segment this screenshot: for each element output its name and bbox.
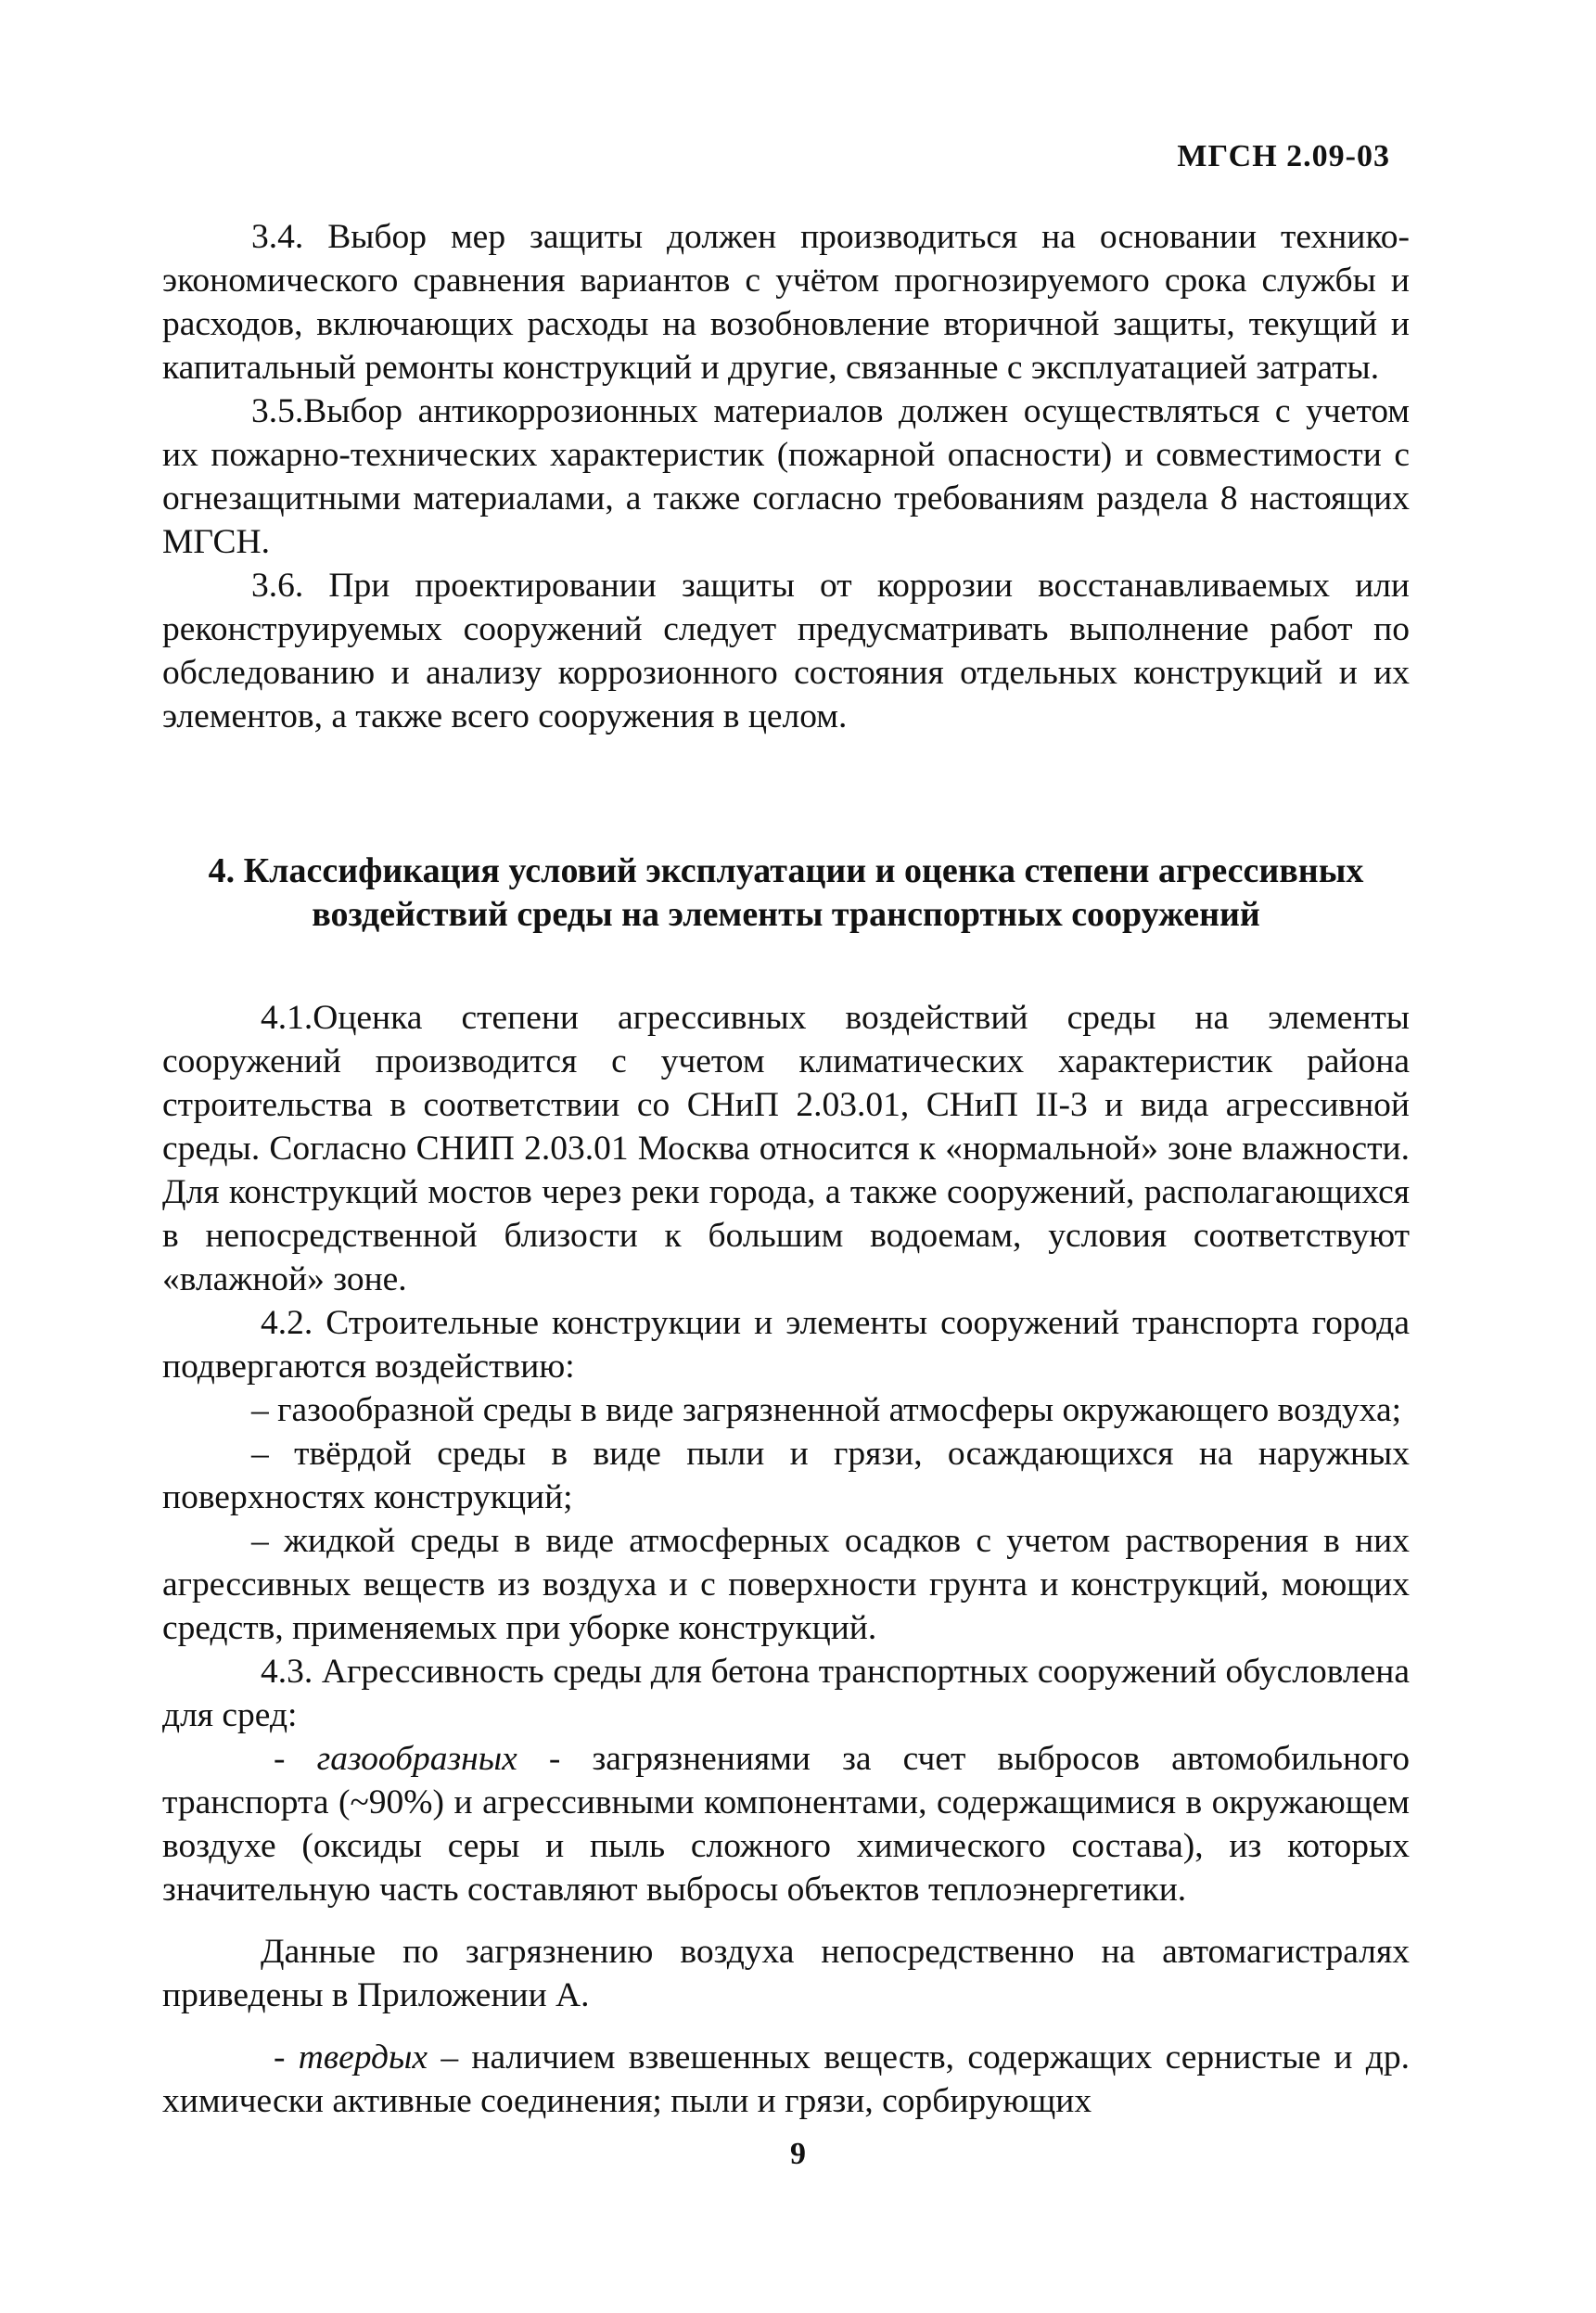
section-4-heading: 4. Классификация условий эксплуатации и оценка степени агрессивных воздействий среды на элементы транспортных сооружений	[208, 851, 1364, 934]
paragraph-4-1: 4.1.Оценка степени агрессивных воздействий среды на элементы сооружений производится с учетом климатических характеристик района строительства в соответствии со СНиП 2.03.01, СНиП II-3 и вида агрессивной среды. Согласно СНИП 2.03.01 Москва относится к «нормальной» зоне влажности. Для конструкций мостов через реки города, а также сооружений, располагающихся в непосредственной близости к большим водоемам, условия соответствуют «влажной» зоне.	[162, 999, 1410, 1298]
document-body	[162, 215, 1410, 2123]
solid-term: твердых	[298, 2038, 428, 2077]
list-item-solid-environment: – твёрдой среды в виде пыли и грязи, осаждающихся на наружных поверхностях конструкций;	[162, 1435, 1410, 1516]
paragraph-3-4: 3.4. Выбор мер защиты должен производиться на основании технико-экономического сравнения вариантов с учётом прогнозируемого срока службы и расходов, включающих расходы на возобновление вторичной защиты, текущий и капитальный ремонты конструкций и другие, связанные с эксплуатацией затраты.	[162, 218, 1410, 387]
paragraph-4-3-data: Данные по загрязнению воздуха непосредственно на автомагистралях приведены в Приложении А.	[162, 1933, 1410, 2014]
paragraph-3-5: 3.5.Выбор антикоррозионных материалов должен осуществляться с учетом их пожарно-технических характеристик (пожарной опасности) и совместимости с огнезащитными материалами, а также согласно требованиям раздела 8 настоящих МГСН.	[162, 392, 1410, 561]
paragraph-4-3: 4.3. Агрессивность среды для бетона транспортных сооружений обусловлена для сред:	[162, 1653, 1410, 1734]
solid-text: – наличием взвешенных веществ, содержащих сернистые и др. химически активные соединения; пыли и грязи, сорбирующих	[162, 2038, 1410, 2120]
gaseous-text: - загрязнениями за счет выбросов автомобильного транспорта (~90%) и агрессивными компонентами, содержащимися в окружающем воздухе (оксиды серы и пыль сложного химического состава), из которых значительную часть составляют выбросы объектов теплоэнергетики.	[162, 1740, 1410, 1909]
list-item-gas-environment: – газообразной среды в виде загрязненной атмосферы окружающего воздуха;	[251, 1391, 1402, 1429]
paragraph-3-6: 3.6. При проектировании защиты от коррозии восстанавливаемых или реконструируемых сооружений следует предусматривать выполнение работ по обследованию и анализу коррозионного состояния отдельных конструкций и их элементов, а также всего сооружения в целом.	[162, 567, 1410, 735]
page-number: 9	[790, 2137, 806, 2171]
gaseous-prefix: -	[274, 1740, 317, 1778]
solid-prefix: -	[274, 2038, 299, 2077]
paragraph-4-3-solid	[162, 2036, 1410, 2123]
paragraph-4-2: 4.2. Строительные конструкции и элементы сооружений транспорта города подвергаются воздействию:	[162, 1304, 1410, 1386]
document-code: МГСН 2.09-03	[1177, 139, 1390, 173]
gaseous-term: газообразных	[316, 1740, 517, 1778]
list-item-liquid-environment: – жидкой среды в виде атмосферных осадков с учетом растворения в них агрессивных веществ из воздуха и с поверхности грунта и конструкций, моющих средств, применяемых при уборке конструкций.	[162, 1522, 1410, 1647]
paragraph-4-3-gaseous	[162, 1737, 1410, 1911]
section-4	[162, 996, 1410, 2123]
